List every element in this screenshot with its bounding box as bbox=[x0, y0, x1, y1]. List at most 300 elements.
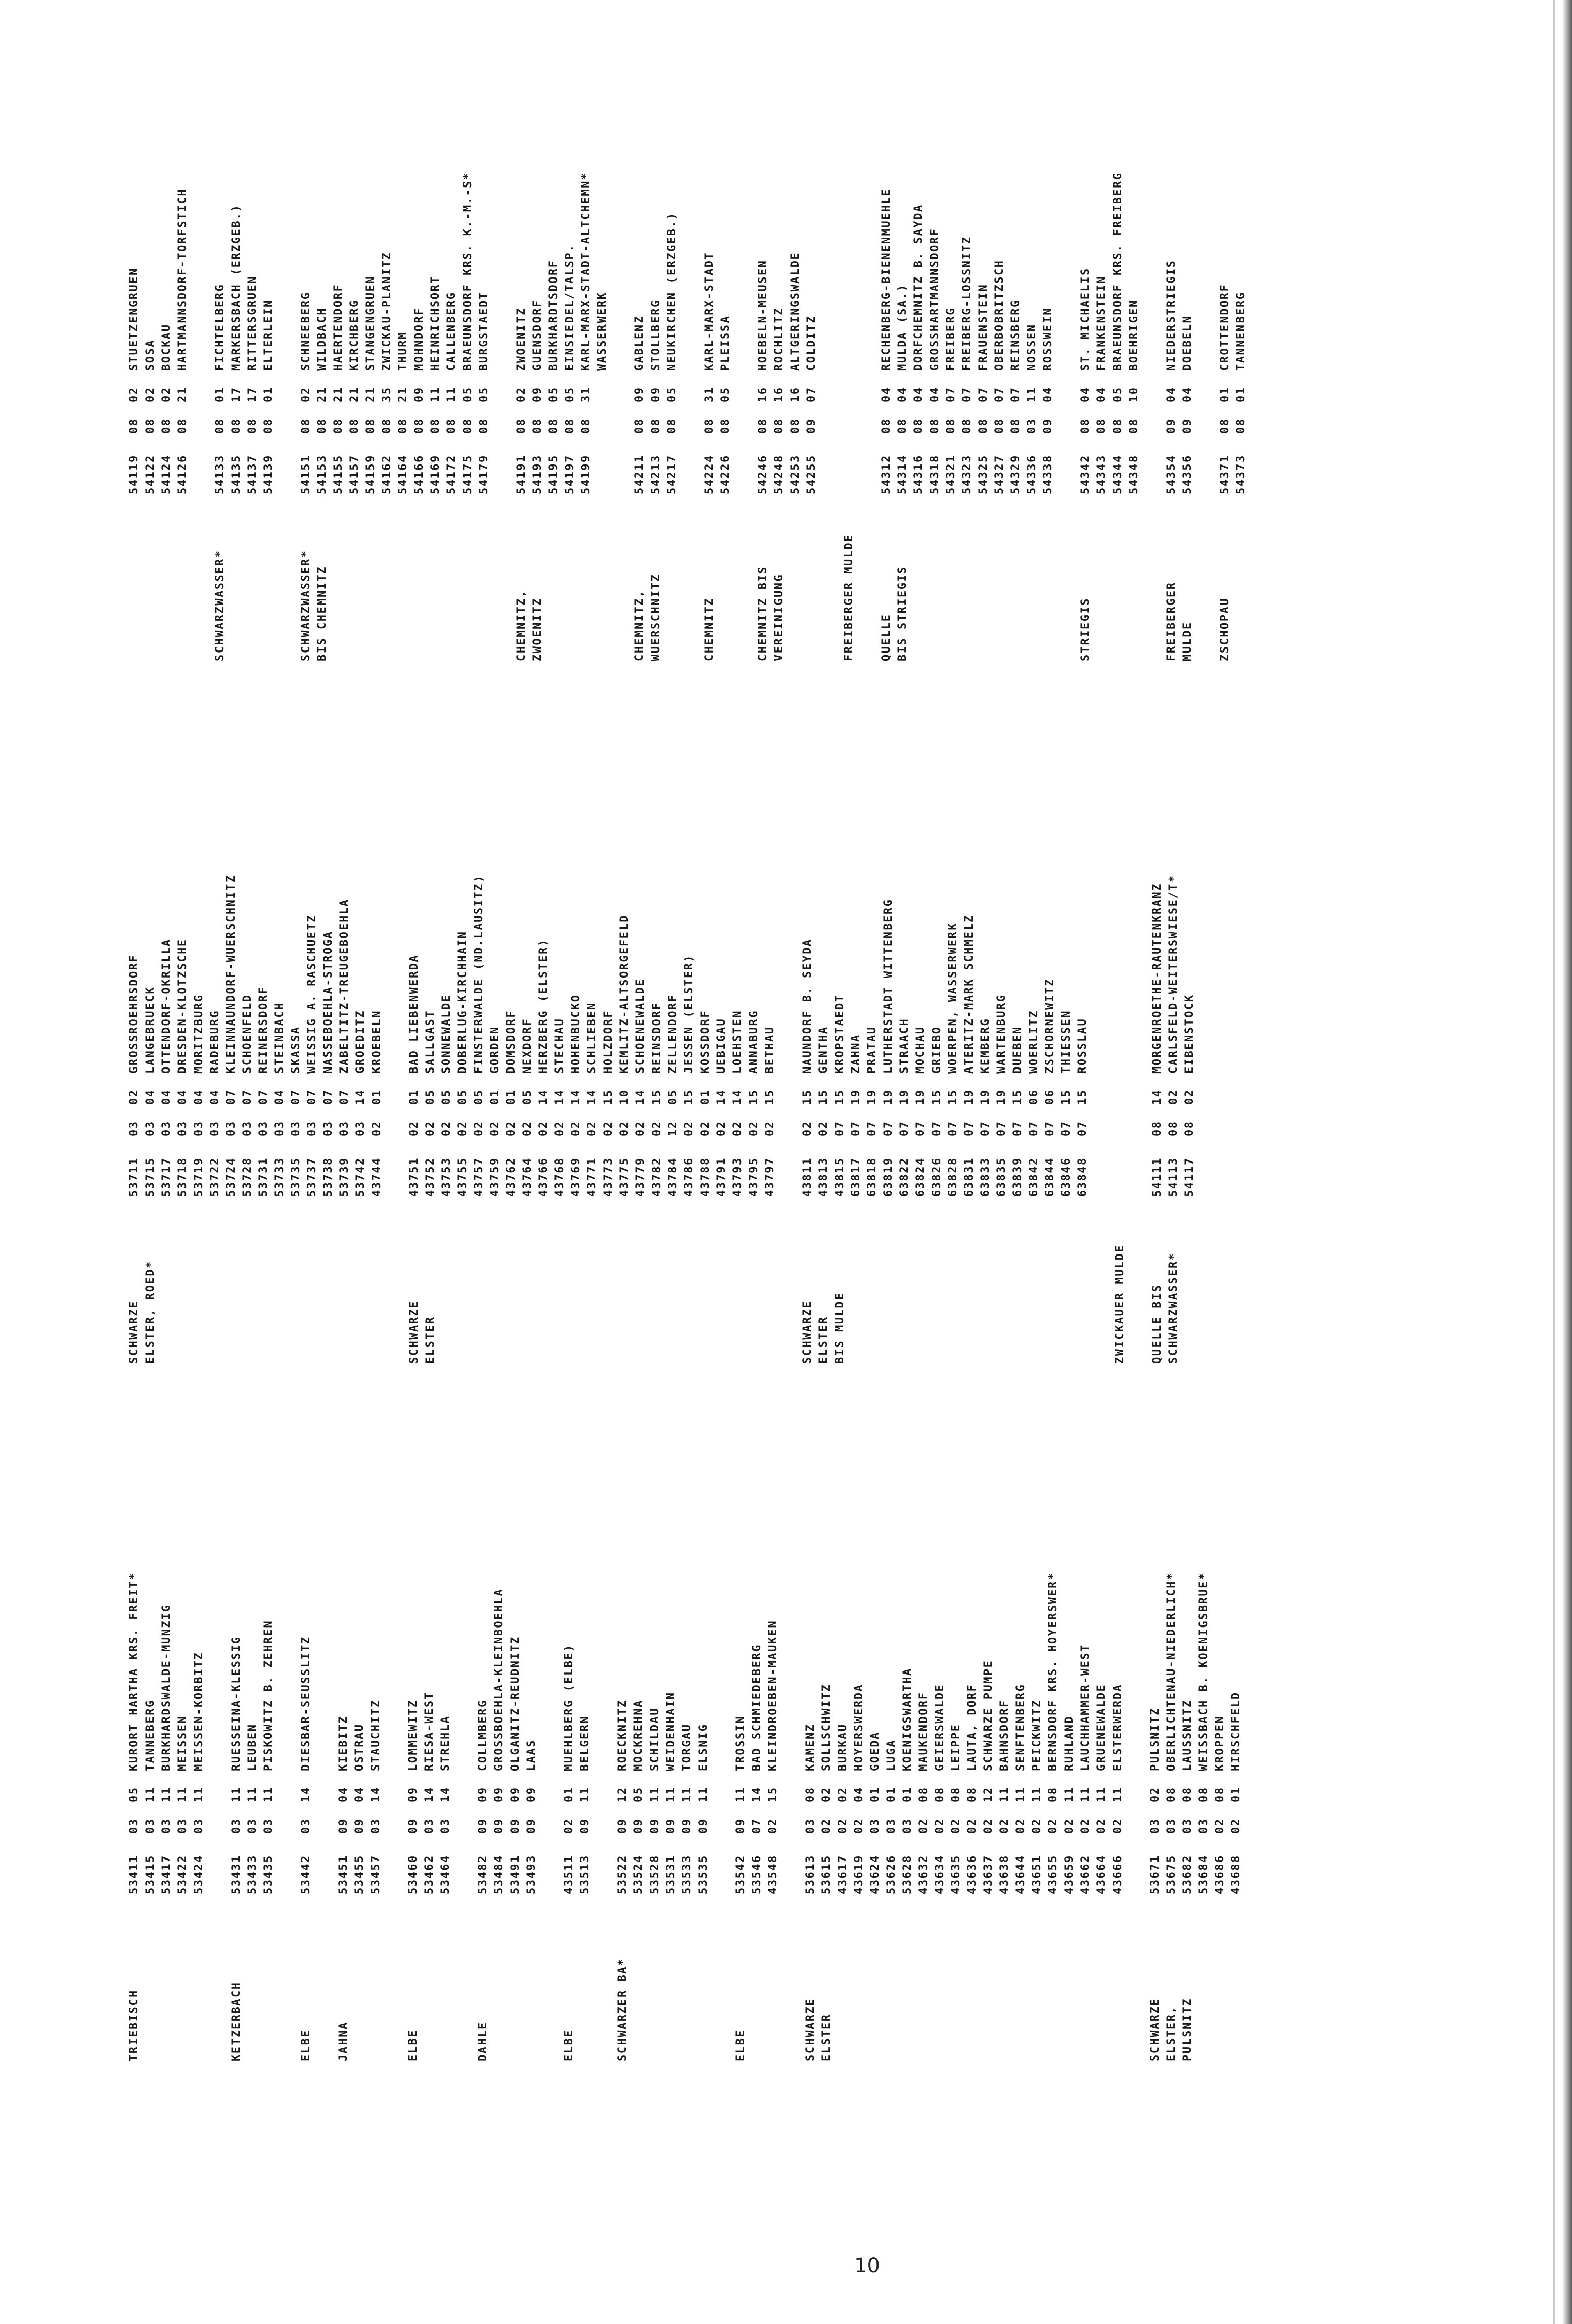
table-row bbox=[379, 0, 395, 494]
station-place: HOHENBUCKO bbox=[570, 994, 582, 1074]
table-row bbox=[696, 1328, 712, 1894]
station-place: NASSEBOEHLA-STROGA bbox=[322, 930, 335, 1074]
district-code: 03 bbox=[241, 1120, 254, 1136]
subdistrict-code: 14 bbox=[439, 1786, 452, 1802]
station-list bbox=[405, 1328, 454, 1894]
station-list bbox=[755, 0, 820, 494]
station-code: 53711 bbox=[128, 1157, 141, 1197]
table-row bbox=[804, 0, 820, 494]
district-code: 08 bbox=[515, 417, 528, 434]
river-name-line: ELBE bbox=[563, 2029, 575, 2061]
district-code: 09 bbox=[579, 1818, 591, 1834]
station-code: 43662 bbox=[1079, 1854, 1092, 1894]
station-code: 43637 bbox=[982, 1854, 995, 1894]
table-row bbox=[994, 631, 1010, 1197]
station-place: STUETZENGRUEN bbox=[128, 267, 141, 371]
district-code: 09 bbox=[697, 1818, 710, 1834]
station-code: 43791 bbox=[715, 1157, 728, 1197]
station-place: ELTERLEIN bbox=[262, 299, 275, 371]
station-code: 54371 bbox=[1219, 454, 1231, 494]
subdistrict-code: 04 bbox=[144, 1089, 157, 1105]
table-row bbox=[648, 0, 664, 494]
table-row bbox=[207, 631, 223, 1197]
station-place: KOSSDORF bbox=[699, 1010, 712, 1074]
table-row bbox=[422, 1328, 438, 1894]
subdistrict-code: 14 bbox=[570, 1089, 582, 1105]
table-row bbox=[978, 631, 994, 1197]
district-code: 03 bbox=[423, 1818, 436, 1834]
district-code: 02 bbox=[1214, 1818, 1226, 1834]
district-code: 09 bbox=[616, 1818, 629, 1834]
subdistrict-code: 02 bbox=[1149, 1786, 1162, 1802]
subdistrict-code: 01 bbox=[371, 1089, 383, 1105]
table-row bbox=[395, 0, 411, 494]
station-place: BAD SCHMIEDEBERG bbox=[751, 1644, 763, 1771]
district-code: 09 bbox=[353, 1818, 366, 1834]
station-code: 53533 bbox=[681, 1854, 693, 1894]
station-place: FRANKENSTEIN bbox=[1095, 275, 1108, 371]
subdistrict-code: 04 bbox=[160, 1089, 173, 1105]
station-code: 53626 bbox=[885, 1854, 898, 1894]
station-place: CROTTENDORF bbox=[1219, 283, 1231, 371]
station-code: 54323 bbox=[961, 454, 974, 494]
station-list bbox=[126, 1328, 207, 1894]
station-place: BURKHARDSWALDE-MUNZIG bbox=[160, 1604, 173, 1771]
table-row bbox=[964, 1328, 981, 1894]
station-code: 54139 bbox=[262, 454, 275, 494]
table-row bbox=[562, 0, 578, 494]
district-code: 08 bbox=[144, 417, 157, 434]
subdistrict-code: 17 bbox=[230, 386, 243, 402]
district-code: 08 bbox=[977, 417, 990, 434]
subdistrict-code: 06 bbox=[1044, 1089, 1056, 1105]
district-code: 09 bbox=[493, 1818, 505, 1834]
table-row bbox=[552, 631, 568, 1197]
station-code: 43634 bbox=[934, 1854, 946, 1894]
district-code: 03 bbox=[1165, 1818, 1178, 1834]
station-code: 53675 bbox=[1165, 1854, 1178, 1894]
table-row bbox=[771, 0, 788, 494]
station-place: FINSTERWALDE (ND.LAUSITZ) bbox=[473, 874, 485, 1074]
subdistrict-code: 09 bbox=[509, 1786, 522, 1802]
district-code: 03 bbox=[225, 1120, 238, 1136]
station-code: 54248 bbox=[773, 454, 785, 494]
station-place: DORFCHEMNITZ B. SAYDA bbox=[912, 204, 925, 371]
district-code: 08 bbox=[160, 417, 173, 434]
subdistrict-code: 02 bbox=[515, 386, 528, 402]
station-place: NOSSEN bbox=[1026, 323, 1038, 371]
subdistrict-code: 35 bbox=[381, 386, 393, 402]
subdistrict-code: 05 bbox=[456, 1089, 469, 1105]
subdistrict-code: 15 bbox=[767, 1786, 779, 1802]
station-code: 63826 bbox=[931, 1157, 943, 1197]
station-code: 53717 bbox=[160, 1157, 173, 1197]
table-row bbox=[943, 0, 959, 494]
subdistrict-code: 21 bbox=[176, 386, 189, 402]
subdistrict-code: 14 bbox=[369, 1786, 382, 1802]
station-code: 53493 bbox=[525, 1854, 538, 1894]
district-code: 02 bbox=[505, 1120, 518, 1136]
district-code: 08 bbox=[332, 417, 345, 434]
station-code: 63835 bbox=[995, 1157, 1008, 1197]
subdistrict-code: 11 bbox=[1095, 1786, 1108, 1802]
district-code: 03 bbox=[273, 1120, 286, 1136]
station-place: PLEISSA bbox=[719, 315, 732, 371]
district-code: 08 bbox=[445, 417, 458, 434]
river-name bbox=[514, 494, 611, 661]
station-code: 54111 bbox=[1151, 1157, 1164, 1197]
district-code: 02 bbox=[489, 1120, 501, 1136]
station-group bbox=[1164, 0, 1196, 661]
station-place: DOBERLUG-KIRCHHAIN bbox=[456, 930, 469, 1074]
table-row bbox=[368, 1328, 384, 1894]
station-code: 53424 bbox=[193, 1854, 205, 1894]
station-place: OLGANITZ-REUDNITZ bbox=[509, 1636, 522, 1771]
table-column-2 bbox=[126, 631, 1542, 1364]
station-list bbox=[228, 1328, 277, 1894]
subdistrict-code: 09 bbox=[477, 1786, 489, 1802]
table-row bbox=[647, 1328, 663, 1894]
district-code: 07 bbox=[1011, 1120, 1024, 1136]
table-row bbox=[698, 631, 714, 1197]
district-code: 07 bbox=[882, 1120, 895, 1136]
subdistrict-code: 04 bbox=[209, 1089, 221, 1105]
station-place: DRESDEN-KLOTZSCHE bbox=[176, 938, 189, 1074]
station-place: KAMENZ bbox=[804, 1723, 817, 1771]
district-code: 09 bbox=[632, 1818, 645, 1834]
station-place: GROEDITZ bbox=[354, 1010, 367, 1074]
station-place: BAHNSDORF bbox=[998, 1699, 1011, 1771]
district-code: 08 bbox=[1183, 1120, 1196, 1136]
district-code: 08 bbox=[478, 417, 490, 434]
station-code: 54316 bbox=[912, 454, 925, 494]
station-code: 63831 bbox=[963, 1157, 976, 1197]
station-place: THURM bbox=[397, 331, 409, 371]
station-place: SCHLIEBEN bbox=[586, 1002, 598, 1074]
district-code: 03 bbox=[1026, 417, 1038, 434]
table-row bbox=[816, 631, 832, 1197]
table-row bbox=[175, 0, 191, 494]
district-code: 03 bbox=[230, 1818, 243, 1834]
district-code: 08 bbox=[757, 417, 769, 434]
station-group bbox=[514, 0, 611, 661]
station-code: 53739 bbox=[338, 1157, 351, 1197]
station-place: ALTGERINGSWALDE bbox=[789, 251, 802, 371]
station-code: 54199 bbox=[580, 454, 592, 494]
district-code: 08 bbox=[1079, 417, 1092, 434]
subdistrict-code: 02 bbox=[160, 386, 173, 402]
river-name bbox=[615, 1894, 712, 2061]
station-place: LEUBEN bbox=[246, 1723, 259, 1771]
station-place: OBERBOBRITZSCH bbox=[993, 259, 1006, 371]
subdistrict-code: 09 bbox=[413, 386, 426, 402]
district-code: 03 bbox=[176, 1120, 189, 1136]
station-place: ROSSWEIN bbox=[1042, 307, 1054, 371]
river-name-line bbox=[126, 494, 143, 661]
subdistrict-code: 08 bbox=[966, 1786, 979, 1802]
subdistrict-code: 07 bbox=[805, 386, 818, 402]
district-code: 03 bbox=[290, 1120, 302, 1136]
subdistrict-code: 10 bbox=[618, 1089, 631, 1105]
station-code: 53728 bbox=[241, 1157, 254, 1197]
table-row bbox=[981, 1328, 997, 1894]
river-name bbox=[298, 494, 492, 661]
district-code: 03 bbox=[144, 1120, 157, 1136]
district-code: 07 bbox=[1060, 1120, 1073, 1136]
subdistrict-code: 14 bbox=[586, 1089, 598, 1105]
table-row bbox=[261, 1328, 277, 1894]
section-heading: ZWICKAUER MULDE bbox=[1114, 1244, 1126, 1364]
table-row bbox=[835, 1328, 851, 1894]
station-group bbox=[298, 0, 492, 661]
district-code: 02 bbox=[1014, 1818, 1027, 1834]
table-row bbox=[1029, 1328, 1045, 1894]
table-row bbox=[352, 1328, 368, 1894]
station-place: ANNABURG bbox=[748, 1010, 760, 1074]
table-row bbox=[298, 1328, 314, 1894]
subdistrict-code: 07 bbox=[961, 386, 974, 402]
station-code: 63828 bbox=[947, 1157, 959, 1197]
district-code: 08 bbox=[128, 417, 141, 434]
station-code: 43764 bbox=[521, 1157, 534, 1197]
station-code: 53628 bbox=[901, 1854, 914, 1894]
table-row bbox=[175, 631, 191, 1197]
station-group bbox=[1217, 0, 1250, 661]
station-list bbox=[632, 0, 680, 494]
district-code: 09 bbox=[477, 1818, 489, 1834]
station-code: 43784 bbox=[667, 1157, 679, 1197]
district-code: 08 bbox=[1167, 1120, 1180, 1136]
table-row bbox=[997, 1328, 1013, 1894]
station-place: MAUKENDORF bbox=[917, 1691, 930, 1771]
station-place: SCHOENEWALDE bbox=[634, 978, 647, 1074]
subdistrict-code: 11 bbox=[1031, 1786, 1043, 1802]
district-code: 02 bbox=[1095, 1818, 1108, 1834]
station-place: MORGENROETHE-RAUTENKRANZ bbox=[1151, 882, 1164, 1074]
table-row bbox=[714, 631, 730, 1197]
subdistrict-code: 11 bbox=[649, 1786, 661, 1802]
subdistrict-code: 15 bbox=[1076, 1089, 1089, 1105]
subdistrict-code: 08 bbox=[917, 1786, 930, 1802]
district-code: 03 bbox=[176, 1818, 189, 1834]
station-list bbox=[733, 1328, 781, 1894]
district-code: 08 bbox=[880, 417, 893, 434]
station-place: EIBENSTOCK bbox=[1183, 994, 1196, 1074]
subdistrict-code: 01 bbox=[901, 1786, 914, 1802]
station-place: LAUCHHAMMER-WEST bbox=[1079, 1644, 1092, 1771]
river-name-line: SCHWARZE bbox=[128, 1300, 141, 1364]
district-code: 03 bbox=[901, 1818, 914, 1834]
table-row bbox=[594, 0, 611, 494]
station-place: COLLMBERG bbox=[477, 1699, 489, 1771]
table-row bbox=[1061, 1328, 1078, 1894]
station-place: LOMMEWITZ bbox=[407, 1699, 420, 1771]
table-row bbox=[1147, 1328, 1164, 1894]
station-group bbox=[1149, 631, 1198, 1364]
station-place: BAD LIEBENWERDA bbox=[408, 954, 421, 1074]
district-code: 07 bbox=[1044, 1120, 1056, 1136]
station-code: 43655 bbox=[1047, 1854, 1059, 1894]
table-row bbox=[491, 1328, 507, 1894]
station-place: WARTENBURG bbox=[995, 994, 1008, 1074]
station-group bbox=[336, 1328, 384, 2061]
station-place: SCHILDAU bbox=[649, 1707, 661, 1771]
subdistrict-code: 06 bbox=[1028, 1089, 1040, 1105]
station-place: COLDITZ bbox=[805, 315, 818, 371]
table-row bbox=[126, 631, 143, 1197]
district-code: 03 bbox=[322, 1120, 335, 1136]
station-code: 53422 bbox=[176, 1854, 189, 1894]
district-code: 02 bbox=[715, 1120, 728, 1136]
district-code: 03 bbox=[262, 1818, 275, 1834]
station-place: GENTHA bbox=[817, 1026, 830, 1074]
subdistrict-code: 16 bbox=[789, 386, 802, 402]
station-place: BRAEUNSDORF KRS. K.-M.-S* bbox=[461, 172, 474, 371]
subdistrict-code: 02 bbox=[1183, 1089, 1196, 1105]
river-name-line: ELSTER bbox=[817, 1316, 830, 1364]
station-code: 54191 bbox=[515, 454, 528, 494]
station-place: MUEHLBERG (ELBE) bbox=[563, 1644, 575, 1771]
station-place: WILDBACH bbox=[316, 307, 329, 371]
river-name bbox=[336, 1894, 384, 2061]
station-code: 43813 bbox=[817, 1157, 830, 1197]
table-row bbox=[1042, 631, 1058, 1197]
station-code: 54213 bbox=[650, 454, 662, 494]
subdistrict-code: 07 bbox=[241, 1089, 254, 1105]
station-place: BOCKAU bbox=[160, 323, 173, 371]
subdistrict-code: 04 bbox=[193, 1089, 205, 1105]
subdistrict-code: 05 bbox=[547, 386, 560, 402]
river-name-line: SCHWARZWASSER* bbox=[214, 549, 226, 661]
station-place: HIRSCHFELD bbox=[1230, 1691, 1242, 1771]
table-row bbox=[212, 0, 228, 494]
table-row bbox=[223, 631, 240, 1197]
subdistrict-code: 14 bbox=[537, 1089, 550, 1105]
river-name-line: STRIEGIS bbox=[1079, 597, 1092, 661]
district-code: 02 bbox=[570, 1120, 582, 1136]
station-code: 54354 bbox=[1165, 454, 1178, 494]
district-code: 02 bbox=[521, 1120, 534, 1136]
district-code: 03 bbox=[128, 1818, 141, 1834]
river-name bbox=[879, 494, 1056, 661]
station-place: STOLLBERG bbox=[650, 299, 662, 371]
table-column-1 bbox=[126, 1328, 1542, 2061]
table-row bbox=[288, 631, 304, 1197]
table-row bbox=[240, 631, 256, 1197]
subdistrict-code: 02 bbox=[300, 386, 312, 402]
river-name bbox=[1164, 494, 1196, 661]
district-code: 09 bbox=[509, 1818, 522, 1834]
subdistrict-code: 08 bbox=[1047, 1786, 1059, 1802]
station-code: 53546 bbox=[751, 1854, 763, 1894]
station-group bbox=[803, 1328, 1126, 2061]
table-row bbox=[1164, 1328, 1180, 1894]
station-place: RITTERSGRUEN bbox=[246, 275, 259, 371]
station-code: 53684 bbox=[1197, 1854, 1210, 1894]
district-code: 08 bbox=[1128, 417, 1140, 434]
river-name bbox=[1149, 1197, 1198, 1364]
table-row bbox=[1094, 1328, 1110, 1894]
table-row bbox=[261, 0, 277, 494]
table-row bbox=[1217, 0, 1233, 494]
station-place: SCHOENFELD bbox=[241, 994, 254, 1074]
subdistrict-code: 11 bbox=[1026, 386, 1038, 402]
subdistrict-code: 04 bbox=[1042, 386, 1054, 402]
subdistrict-code: 11 bbox=[734, 1786, 747, 1802]
station-place: GUENSDORF bbox=[531, 299, 544, 371]
district-code: 08 bbox=[580, 417, 592, 434]
subdistrict-code: 04 bbox=[853, 1786, 865, 1802]
table-row bbox=[1149, 631, 1166, 1197]
station-place: BOEHRIGEN bbox=[1128, 299, 1140, 371]
station-group bbox=[733, 1328, 781, 2061]
table-row bbox=[803, 1328, 819, 1894]
station-place: RUHLAND bbox=[1063, 1715, 1076, 1771]
station-code: 43762 bbox=[505, 1157, 518, 1197]
table-row bbox=[819, 1328, 835, 1894]
station-place: LEIPPE bbox=[950, 1723, 962, 1771]
station-place: HEINRICHSORT bbox=[429, 275, 442, 371]
station-place: LANGEBRUECK bbox=[144, 986, 157, 1074]
district-code: 02 bbox=[651, 1120, 663, 1136]
subdistrict-code: 31 bbox=[703, 386, 716, 402]
river-name bbox=[800, 1197, 1091, 1364]
table-row bbox=[331, 0, 347, 494]
river-name-line: QUELLE BIS bbox=[1151, 1284, 1164, 1364]
district-code: 03 bbox=[193, 1818, 205, 1834]
district-code: 02 bbox=[966, 1818, 979, 1834]
station-code: 54318 bbox=[929, 454, 941, 494]
station-code: 43644 bbox=[1014, 1854, 1027, 1894]
table-row bbox=[848, 631, 864, 1197]
table-row bbox=[503, 631, 520, 1197]
table-row bbox=[832, 631, 848, 1197]
district-code: 07 bbox=[834, 1120, 846, 1136]
station-code: 54137 bbox=[246, 454, 259, 494]
station-code: 54336 bbox=[1026, 454, 1038, 494]
station-group bbox=[755, 0, 820, 661]
subdistrict-code: 15 bbox=[1011, 1089, 1024, 1105]
district-code: 08 bbox=[230, 417, 243, 434]
station-code: 54197 bbox=[564, 454, 576, 494]
subdistrict-code: 07 bbox=[290, 1089, 302, 1105]
station-code: 53411 bbox=[128, 1854, 141, 1894]
river-name-line: MULDE bbox=[1181, 621, 1194, 661]
district-code: 03 bbox=[338, 1120, 351, 1136]
table-row bbox=[514, 0, 530, 494]
station-code: 53718 bbox=[176, 1157, 189, 1197]
district-code: 08 bbox=[773, 417, 785, 434]
district-code: 09 bbox=[1165, 417, 1178, 434]
subdistrict-code: 08 bbox=[934, 1786, 946, 1802]
station-group bbox=[212, 0, 277, 661]
table-row bbox=[1233, 0, 1250, 494]
river-name-line: CHEMNITZ bbox=[703, 597, 716, 661]
table-row bbox=[1013, 1328, 1029, 1894]
river-name bbox=[1217, 494, 1250, 661]
table-row bbox=[159, 631, 175, 1197]
subdistrict-code: 07 bbox=[306, 1089, 318, 1105]
station-place: SALLGAST bbox=[424, 1010, 437, 1074]
table-row bbox=[1180, 1328, 1196, 1894]
station-group bbox=[126, 0, 191, 661]
station-place: BURKHARDTSDORF bbox=[547, 259, 560, 371]
river-name-line: ELBE bbox=[300, 2029, 312, 2061]
station-place: STREHLA bbox=[439, 1715, 452, 1771]
river-name-line: VEREINIGUNG bbox=[773, 573, 785, 661]
station-code: 53613 bbox=[804, 1854, 817, 1894]
table-row bbox=[460, 0, 476, 494]
